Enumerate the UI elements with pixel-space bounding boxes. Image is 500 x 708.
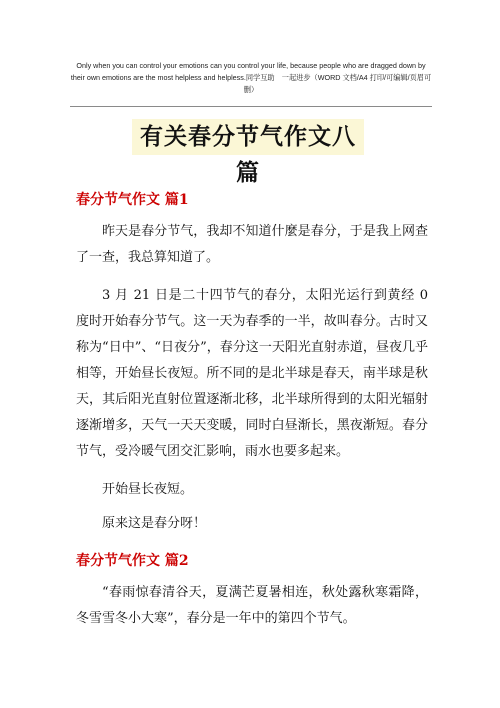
paragraph: 昨天是春分节气，我却不知道什麼是春分，于是我上网查了一查，我总算知道了。 — [76, 224, 428, 265]
page-header: Only when you can control your emotions can you control your life, because people who are dragged down by their own emotions are the most helpless and helpless.同学互助 一起进步（WORD 文档/A4 打印/可编辑/页眉可删） — [70, 61, 432, 94]
section-heading-1: 春分节气作文 篇1 — [76, 192, 189, 208]
document-title: 有关春分节气作文八篇 — [132, 119, 364, 155]
paragraph: 原来这是春分呀！ — [102, 516, 207, 531]
paragraph: 3 月 21 日是二十四节气的春分，太阳光运行到黄经 0 度时开始春分节气。这一天为春季的一半，故叫春分。古时又称为“日中”、“日夜分”，春分这一天阳光直射赤道，昼夜几乎相等，开始昼长夜短。所不同的是北半球是春天，南半球是秋天，其后阳光直射位置逐渐北移，北半球所得到的太阳光辐射逐渐增多，天气一天天变暖，同时白昼渐长，黑夜渐短。春分节气，受冷暖气团交汇影响，雨水也要多起来。 — [76, 288, 428, 459]
paragraph: “春雨惊春清谷天，夏满芒夏暑相连，秋处露秋寒霜降，冬雪雪冬小大寒”，春分是一年中的第四个节气。 — [76, 585, 428, 626]
section-heading-2: 春分节气作文 篇2 — [76, 553, 189, 569]
paragraph: 开始昼长夜短。 — [102, 482, 194, 497]
header-divider — [70, 106, 432, 107]
